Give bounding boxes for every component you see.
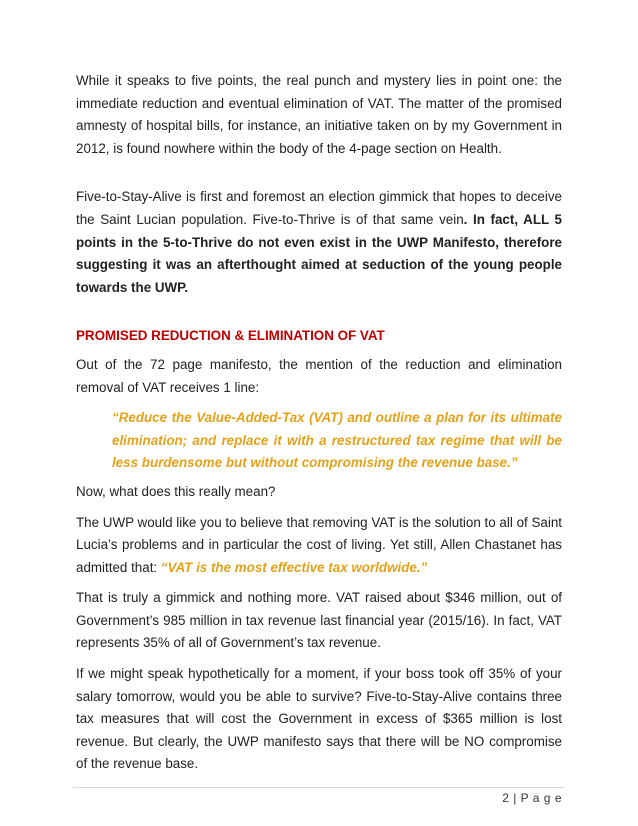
footer-divider [73,787,564,788]
paragraph-uwp-belief-text: The UWP would like you to believe that removing VAT is the solution to all of Saint Lucia’s problems and in particular the cost of living. Yet still, Allen Chastanet has admitted that: [76,514,562,575]
chastanet-quote: “VAT is the most effective tax worldwide.” [160,559,428,575]
section-heading: PROMISED REDUCTION & ELIMINATION OF VAT [76,328,385,344]
paragraph-manifesto-mention: Out of the 72 page manifesto, the mention of the reduction and elimination removal of VAT receives 1 line: [76,356,562,395]
paragraph-gimmick-text: Five-to-Stay-Alive is first and foremost an election gimmick that hopes to deceive the Saint Lucian population. Five-to-Thrive is of that same vein [76,189,562,227]
paragraph-question: Now, what does this really mean? [76,483,276,499]
paragraph-vat-revenue: That is truly a gimmick and nothing more. VAT raised about $346 million, out of Government’s 985 million in tax revenue last financial year (2015/16). In fact, VAT represents 35% of all of Government’s tax revenue. [76,590,562,651]
paragraph-gimmick [76,186,562,299]
paragraph-gimmick-bold: . In fact, ALL 5 points in the 5-to-Thrive do not even exist in the UWP Manifesto, therefore suggesting it was an afterthought aimed at seduction of the young people towards the UWP. [76,211,562,295]
page-number-footer: 2 | P a g e [502,791,562,805]
paragraph-intro: While it speaks to five points, the real punch and mystery lies in point one: the immediate reduction and eventual elimination of VAT. The matter of the promised amnesty of hospital bills, for instance, an initiative taken on by my Government in 2012, is found nowhere within the body of the 4-page section on Health. [76,73,562,156]
paragraph-hypothetical: If we might speak hypothetically for a moment, if your boss took off 35% of your salary tomorrow, would you be able to survive? Five-to-Stay-Alive contains three tax measures that will cost the Government in excess of $365 million is lost revenue. But clearly, the UWP manifesto says that there will be NO compromise of the revenue base. [76,666,562,772]
page-content [76,70,562,784]
paragraph-uwp-belief [76,512,562,580]
manifesto-quote: “Reduce the Value-Added-Tax (VAT) and outline a plan for its ultimate elimination; and replace it with a restructured tax regime that will be less burdensome but without compromising the revenue base.” [112,410,562,471]
